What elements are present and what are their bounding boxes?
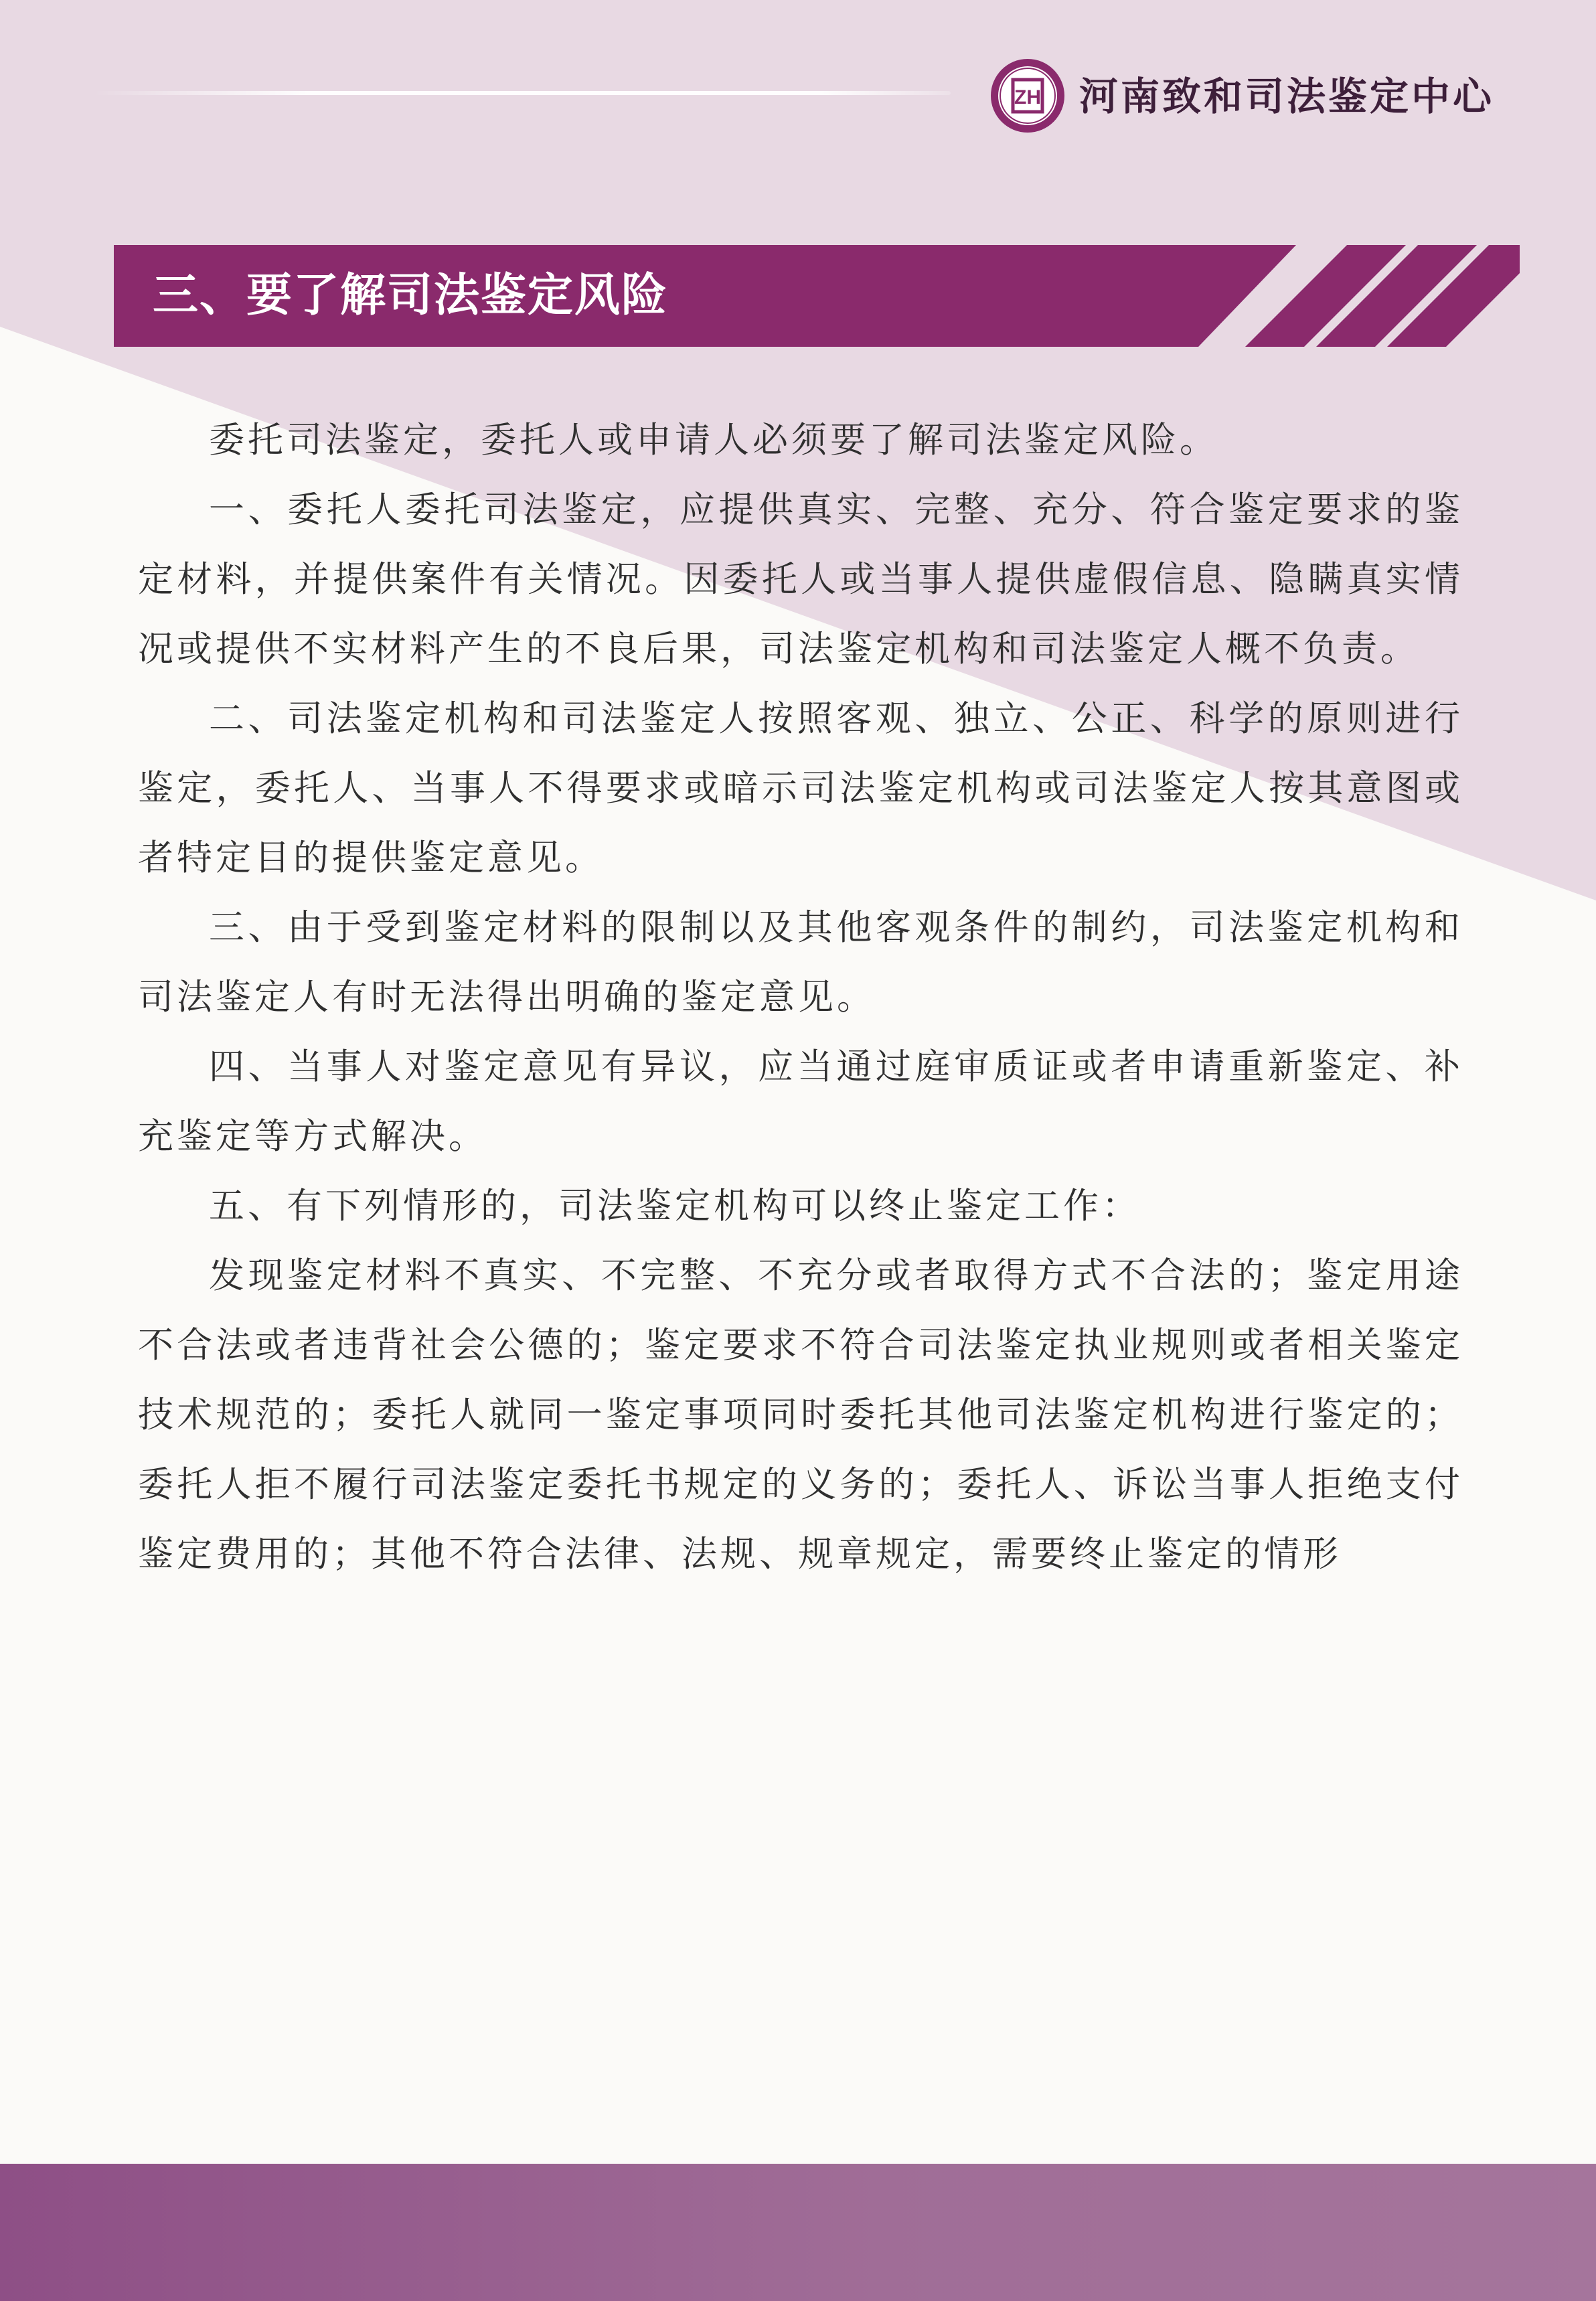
footer-band (0, 2164, 1596, 2301)
paragraph-item-3: 三、由于受到鉴定材料的限制以及其他客观条件的制约，司法鉴定机构和司法鉴定人有时无法得出明确的鉴定意见。 (138, 907, 1463, 1018)
organization-name: 河南致和司法鉴定中心 (1079, 74, 1495, 119)
paragraph-intro: 委托司法鉴定，委托人或申请人必须要了解司法鉴定风险。 (209, 420, 1218, 461)
paragraph-item-4: 四、当事人对鉴定意见有异议，应当通过庭审质证或者申请重新鉴定、补充鉴定等方式解决。 (138, 1046, 1463, 1157)
paragraph-item-1: 一、委托人委托司法鉴定，应提供真实、完整、充分、符合鉴定要求的鉴定材料，并提供案件有关情况。因委托人或当事人提供虚假信息、隐瞒真实情况或提供不实材料产生的不良后果，司法鉴定机构和司法鉴定人概不负责。 (138, 489, 1463, 669)
paragraph-termination-cases: 发现鉴定材料不真实、不完整、不充分或者取得方式不合法的；鉴定用途不合法或者违背社会公德的；鉴定要求不符合司法鉴定执业规则或者相关鉴定技术规范的；委托人就同一鉴定事项同时委托其他司法鉴定机构进行鉴定的；委托人拒不履行司法鉴定委托书规定的义务的；委托人、诉讼当事人拒绝支付鉴定费用的；其他不符合法律、法规、规章规定，需要终止鉴定的情形 (138, 1255, 1463, 1575)
zhihe-seal-logo-icon (989, 58, 1066, 134)
paragraph-item-5: 五、有下列情形的，司法鉴定机构可以终止鉴定工作： (209, 1186, 1141, 1226)
logo-letters: ZH (1014, 86, 1041, 108)
body-text (138, 406, 1463, 1589)
header-divider-line (94, 91, 951, 95)
section-title: 三、要了解司法鉴定风险 (153, 269, 669, 322)
paragraph-item-2: 二、司法鉴定机构和司法鉴定人按照客观、独立、公正、科学的原则进行鉴定，委托人、当事人不得要求或暗示司法鉴定机构或司法鉴定人按其意图或者特定目的提供鉴定意见。 (138, 698, 1463, 878)
